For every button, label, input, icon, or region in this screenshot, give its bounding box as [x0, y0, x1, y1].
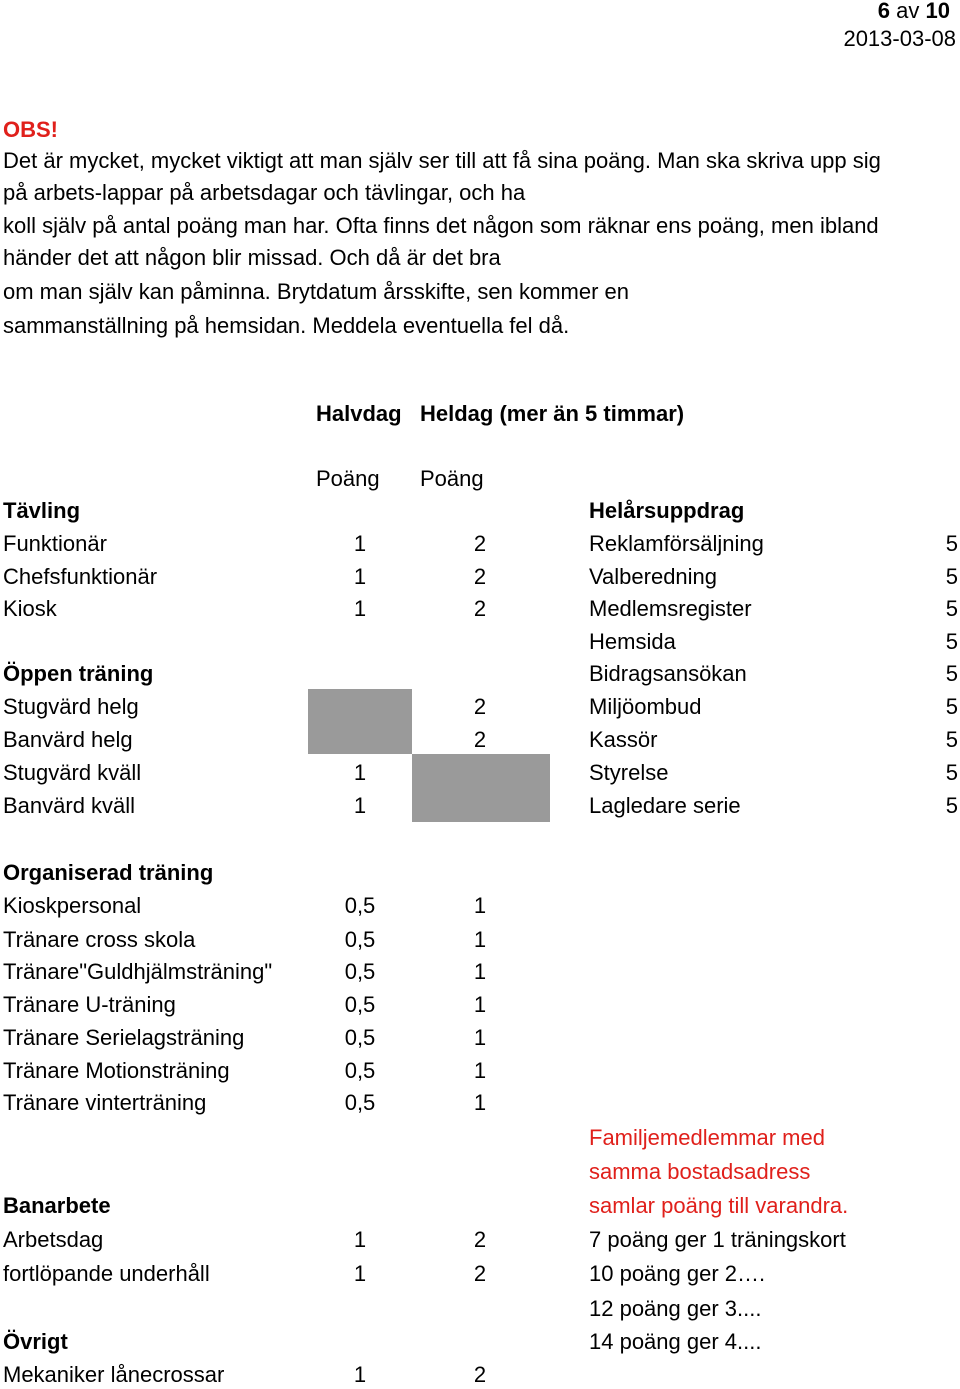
family-note-line: Familjemedlemmar med — [589, 1125, 825, 1150]
row-full-value: 1 — [473, 1090, 487, 1115]
row-half-value: 1 — [353, 1362, 367, 1387]
row-full-value: 2 — [473, 1227, 487, 1252]
assignment-label: Medlemsregister — [589, 596, 752, 621]
row-label: Funktionär — [3, 531, 107, 556]
row-full-value: 1 — [473, 959, 487, 984]
row-half-value: 0,5 — [344, 1025, 376, 1050]
notice-line: om man själv kan påminna. Brytdatum årsskifte, sen kommer en — [3, 279, 630, 304]
assignment-label: Miljöombud — [589, 694, 702, 719]
row-label: Kioskpersonal — [3, 893, 142, 918]
row-label: Mekaniker lånecrossar — [3, 1362, 225, 1387]
row-half-value: 0,5 — [344, 1090, 376, 1115]
notice-line: koll själv på antal poäng man har. Ofta finns det någon som räknar ens poäng, men ibland — [3, 213, 879, 238]
row-label: Stugvärd helg — [3, 694, 139, 719]
row-label: Banvärd helg — [3, 727, 133, 752]
row-label: fortlöpande underhåll — [3, 1261, 210, 1286]
row-label: Banvärd kväll — [3, 793, 136, 818]
card-rule: 14 poäng ger 4.... — [589, 1329, 762, 1354]
row-full-value: 2 — [473, 564, 487, 589]
row-full-value: 1 — [473, 1025, 487, 1050]
notice-line: sammanställning på hemsidan. Meddela eventuella fel då. — [3, 313, 570, 338]
notice-title: OBS! — [3, 117, 58, 142]
row-label: Tränare U-träning — [3, 992, 176, 1017]
row-half-value: 1 — [353, 760, 367, 785]
section-heading-ovrigt: Övrigt — [3, 1329, 68, 1354]
row-half-value: 1 — [353, 793, 367, 818]
row-half-value: 1 — [353, 596, 367, 621]
card-rule: 10 poäng ger 2…. — [589, 1261, 766, 1286]
row-label: Tränare Motionsträning — [3, 1058, 230, 1083]
row-label: Tränare Serielagsträning — [3, 1025, 245, 1050]
row-half-value: 1 — [353, 1227, 367, 1252]
row-label: Kiosk — [3, 596, 57, 621]
row-full-value: 2 — [473, 1261, 487, 1286]
section-heading-helarsuppdrag: Helårsuppdrag — [589, 498, 745, 523]
assignment-label: Lagledare serie — [589, 793, 741, 818]
family-note-line: samlar poäng till varandra. — [589, 1193, 849, 1218]
assignment-points: 5 — [945, 793, 958, 818]
row-full-value: 2 — [473, 694, 487, 719]
row-half-value: 1 — [353, 531, 367, 556]
column-unit-heldag: Poäng — [420, 466, 484, 491]
assignment-points: 5 — [945, 760, 958, 785]
family-note-line: samma bostadsadress — [589, 1159, 811, 1184]
shaded-cell-heldag — [412, 754, 550, 822]
row-full-value: 1 — [473, 992, 487, 1017]
section-heading-organiserad-traning: Organiserad träning — [3, 860, 214, 885]
section-heading-banarbete: Banarbete — [3, 1193, 111, 1218]
row-half-value: 0,5 — [344, 959, 376, 984]
row-label: Tränare cross skola — [3, 927, 196, 952]
row-half-value: 0,5 — [344, 927, 376, 952]
notice-line: händer det att någon blir missad. Och då är det bra — [3, 245, 501, 270]
row-half-value: 0,5 — [344, 992, 376, 1017]
column-header-heldag: Heldag (mer än 5 timmar) — [420, 401, 685, 426]
assignment-points: 5 — [945, 531, 958, 556]
row-full-value: 2 — [473, 596, 487, 621]
assignment-label: Kassör — [589, 727, 658, 752]
row-full-value: 1 — [473, 893, 487, 918]
row-half-value: 1 — [353, 564, 367, 589]
assignment-points: 5 — [945, 661, 958, 686]
row-full-value: 1 — [473, 1058, 487, 1083]
notice-line: på arbets-lappar på arbetsdagar och tävlingar, och ha — [3, 180, 526, 205]
row-label: Chefsfunktionär — [3, 564, 158, 589]
assignment-label: Bidragsansökan — [589, 661, 747, 686]
assignment-points: 5 — [945, 727, 958, 752]
row-full-value: 2 — [473, 727, 487, 752]
assignment-points: 5 — [945, 629, 958, 654]
row-half-value: 0,5 — [344, 1058, 376, 1083]
assignment-label: Valberedning — [589, 564, 718, 589]
notice-line: Det är mycket, mycket viktigt att man själv ser till att få sina poäng. Man ska skriva upp sig — [3, 148, 881, 173]
row-label: Tränare"Guldhjälmsträning" — [3, 959, 273, 984]
row-label: Tränare vinterträning — [3, 1090, 207, 1115]
assignment-label: Styrelse — [589, 760, 669, 785]
assignment-label: Hemsida — [589, 629, 676, 654]
card-rule: 7 poäng ger 1 träningskort — [589, 1227, 846, 1252]
assignment-points: 5 — [945, 596, 958, 621]
shaded-cell-halvdag — [308, 689, 412, 754]
card-rule: 12 poäng ger 3.... — [589, 1296, 762, 1321]
row-label: Arbetsdag — [3, 1227, 104, 1252]
document-date: 2013-03-08 — [843, 26, 956, 51]
row-full-value: 1 — [473, 927, 487, 952]
column-unit-halvdag: Poäng — [316, 466, 380, 491]
assignment-points: 5 — [945, 694, 958, 719]
page-number: 6 av 10 — [877, 0, 950, 23]
row-label: Stugvärd kväll — [3, 760, 142, 785]
assignment-label: Reklamförsäljning — [589, 531, 764, 556]
section-heading-tavling: Tävling — [3, 498, 81, 523]
row-full-value: 2 — [473, 531, 487, 556]
assignment-points: 5 — [945, 564, 958, 589]
row-full-value: 2 — [473, 1362, 487, 1387]
row-half-value: 1 — [353, 1261, 367, 1286]
row-half-value: 0,5 — [344, 893, 376, 918]
section-heading-oppen-traning: Öppen träning — [3, 661, 154, 686]
column-header-halvdag: Halvdag — [316, 401, 402, 426]
